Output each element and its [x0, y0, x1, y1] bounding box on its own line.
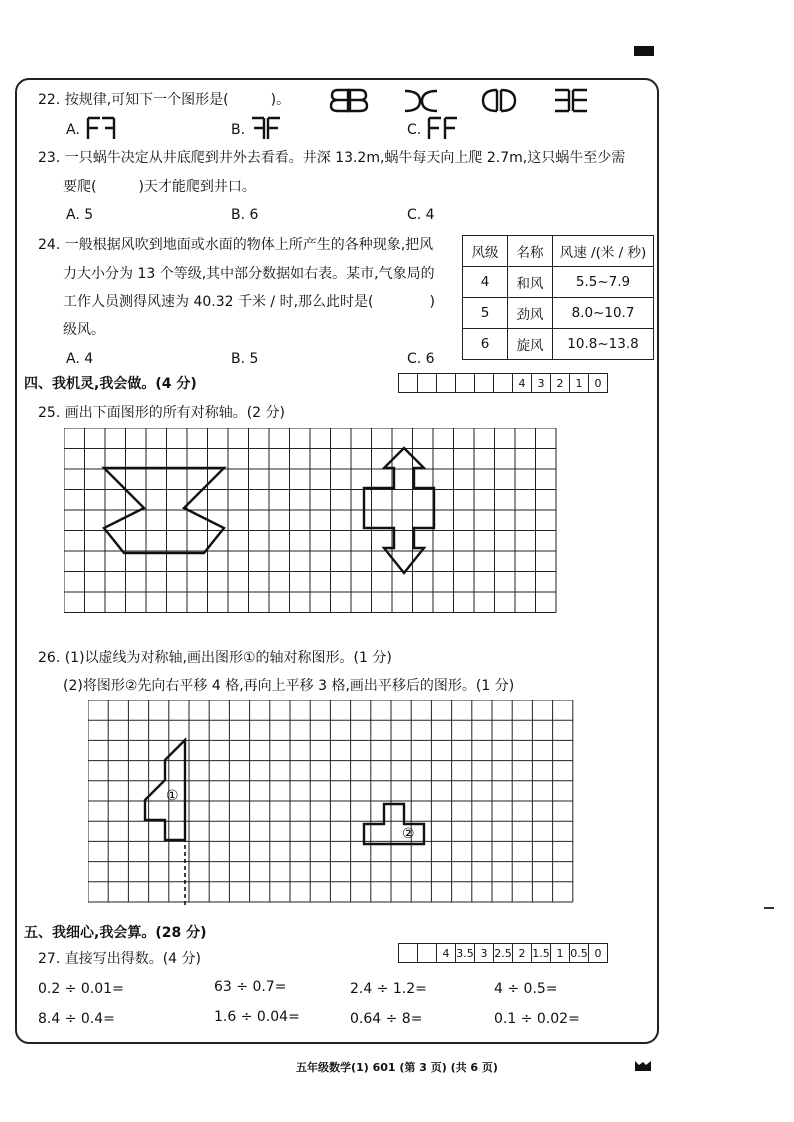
q24-line2: 力大小分为 13 个等级,其中部分数据如右表。某市,气象局的 [63, 266, 435, 282]
q24-option-c: C. 6 [407, 351, 435, 367]
q22-option-a: A. [66, 122, 80, 138]
table-header-row [463, 236, 654, 267]
q23-line1: 23. 一只蜗牛决定从井底爬到井外去看看。井深 13.2m,蜗牛每天向上爬 2.7m,这只蜗牛至少需 [38, 150, 626, 166]
q26-part2: (2)将图形②先向右平移 4 格,再向上平移 3 格,画出平移后的图形。(1 分) [63, 678, 515, 694]
q23-option-a: A. 5 [66, 207, 94, 223]
section5-score-box [398, 943, 608, 963]
score-cell[interactable] [456, 374, 475, 393]
table-header: 风级 [463, 236, 508, 267]
table-row [463, 267, 654, 298]
score-cell[interactable] [494, 374, 513, 393]
q26-figure-2 [364, 804, 424, 844]
score-cell[interactable]: 2 [551, 374, 570, 393]
q22-option-c-figure [425, 115, 465, 141]
score-cell[interactable]: 4 [513, 374, 532, 393]
score-cell[interactable]: 1 [570, 374, 589, 393]
score-cell[interactable]: 2 [513, 944, 532, 963]
q22-pattern-figures [325, 86, 605, 116]
corner-mark [634, 46, 654, 56]
q26-label-2: ② [402, 826, 415, 842]
table-header: 风速 /(米 / 秒) [553, 236, 654, 267]
scan-mark [764, 907, 774, 909]
score-cell[interactable]: 1.5 [532, 944, 551, 963]
score-cell[interactable]: 3 [532, 374, 551, 393]
q24-line4: 级风。 [63, 322, 105, 338]
q24-line3: 工作人员测得风速为 40.32 千米 / 时,那么此时是( ) [63, 294, 435, 310]
table-cell: 5 [463, 298, 508, 329]
q24-option-b: B. 5 [231, 351, 259, 367]
q24-line1: 24. 一般根据风吹到地面或水面的物体上所产生的各种现象,把风 [38, 237, 434, 253]
q26-figure-1 [145, 740, 185, 840]
corner-logo-icon [634, 1060, 652, 1072]
q23-option-b: B. 6 [231, 207, 259, 223]
score-cell[interactable]: 4 [437, 944, 456, 963]
table-cell: 旋风 [508, 329, 553, 360]
q27-text: 27. 直接写出得数。(4 分) [38, 951, 201, 967]
calc-item[interactable]: 1.6 ÷ 0.04= [214, 1009, 300, 1025]
calc-item[interactable]: 2.4 ÷ 1.2= [350, 981, 427, 997]
calc-item[interactable]: 63 ÷ 0.7= [214, 979, 287, 995]
q23-option-c: C. 4 [407, 207, 435, 223]
section4-score-box [398, 373, 608, 393]
score-cell[interactable]: 0 [589, 374, 608, 393]
q22-question: 22. 按规律,可知下一个图形是( )。 [38, 92, 291, 108]
table-cell: 10.8~13.8 [553, 329, 654, 360]
score-cell[interactable]: 2.5 [494, 944, 513, 963]
section5-title: 五、我细心,我会算。(28 分) [24, 925, 207, 941]
table-row [463, 298, 654, 329]
score-cell[interactable]: 0.5 [570, 944, 589, 963]
q22-option-b-figure [250, 115, 290, 141]
q25-grid[interactable] [64, 428, 562, 626]
wind-scale-table [462, 235, 654, 360]
score-cell[interactable]: 0 [589, 944, 608, 963]
table-row [463, 329, 654, 360]
table-cell: 和风 [508, 267, 553, 298]
q26-grid[interactable] [88, 700, 578, 908]
score-cell[interactable]: 3.5 [456, 944, 475, 963]
calc-item[interactable]: 0.2 ÷ 0.01= [38, 981, 124, 997]
q24-option-a: A. 4 [66, 351, 94, 367]
table-header: 名称 [508, 236, 553, 267]
calc-item[interactable]: 8.4 ÷ 0.4= [38, 1011, 115, 1027]
page-footer: 五年级数学(1) 601 (第 3 页) (共 6 页) [296, 1061, 498, 1074]
q22-option-b: B. [231, 122, 246, 138]
score-cell[interactable] [418, 374, 437, 393]
table-cell: 劲风 [508, 298, 553, 329]
score-cell[interactable] [475, 374, 494, 393]
table-cell: 4 [463, 267, 508, 298]
calc-item[interactable]: 4 ÷ 0.5= [494, 981, 558, 997]
q22-option-a-figure [84, 115, 124, 141]
section4-title: 四、我机灵,我会做。(4 分) [24, 376, 197, 392]
score-cell[interactable] [399, 374, 418, 393]
table-cell: 6 [463, 329, 508, 360]
table-cell: 8.0~10.7 [553, 298, 654, 329]
q25-text: 25. 画出下面图形的所有对称轴。(2 分) [38, 405, 285, 421]
q26-label-1: ① [166, 788, 179, 804]
score-cell[interactable] [399, 944, 418, 963]
score-cell[interactable] [437, 374, 456, 393]
q23-line2: 要爬( )天才能爬到井口。 [63, 179, 256, 195]
calc-item[interactable]: 0.64 ÷ 8= [350, 1011, 423, 1027]
table-cell: 5.5~7.9 [553, 267, 654, 298]
score-cell[interactable]: 3 [475, 944, 494, 963]
q22-option-c: C. [407, 122, 422, 138]
calc-item[interactable]: 0.1 ÷ 0.02= [494, 1011, 580, 1027]
score-cell[interactable]: 1 [551, 944, 570, 963]
q26-part1: 26. (1)以虚线为对称轴,画出图形①的轴对称图形。(1 分) [38, 650, 392, 666]
score-cell[interactable] [418, 944, 437, 963]
